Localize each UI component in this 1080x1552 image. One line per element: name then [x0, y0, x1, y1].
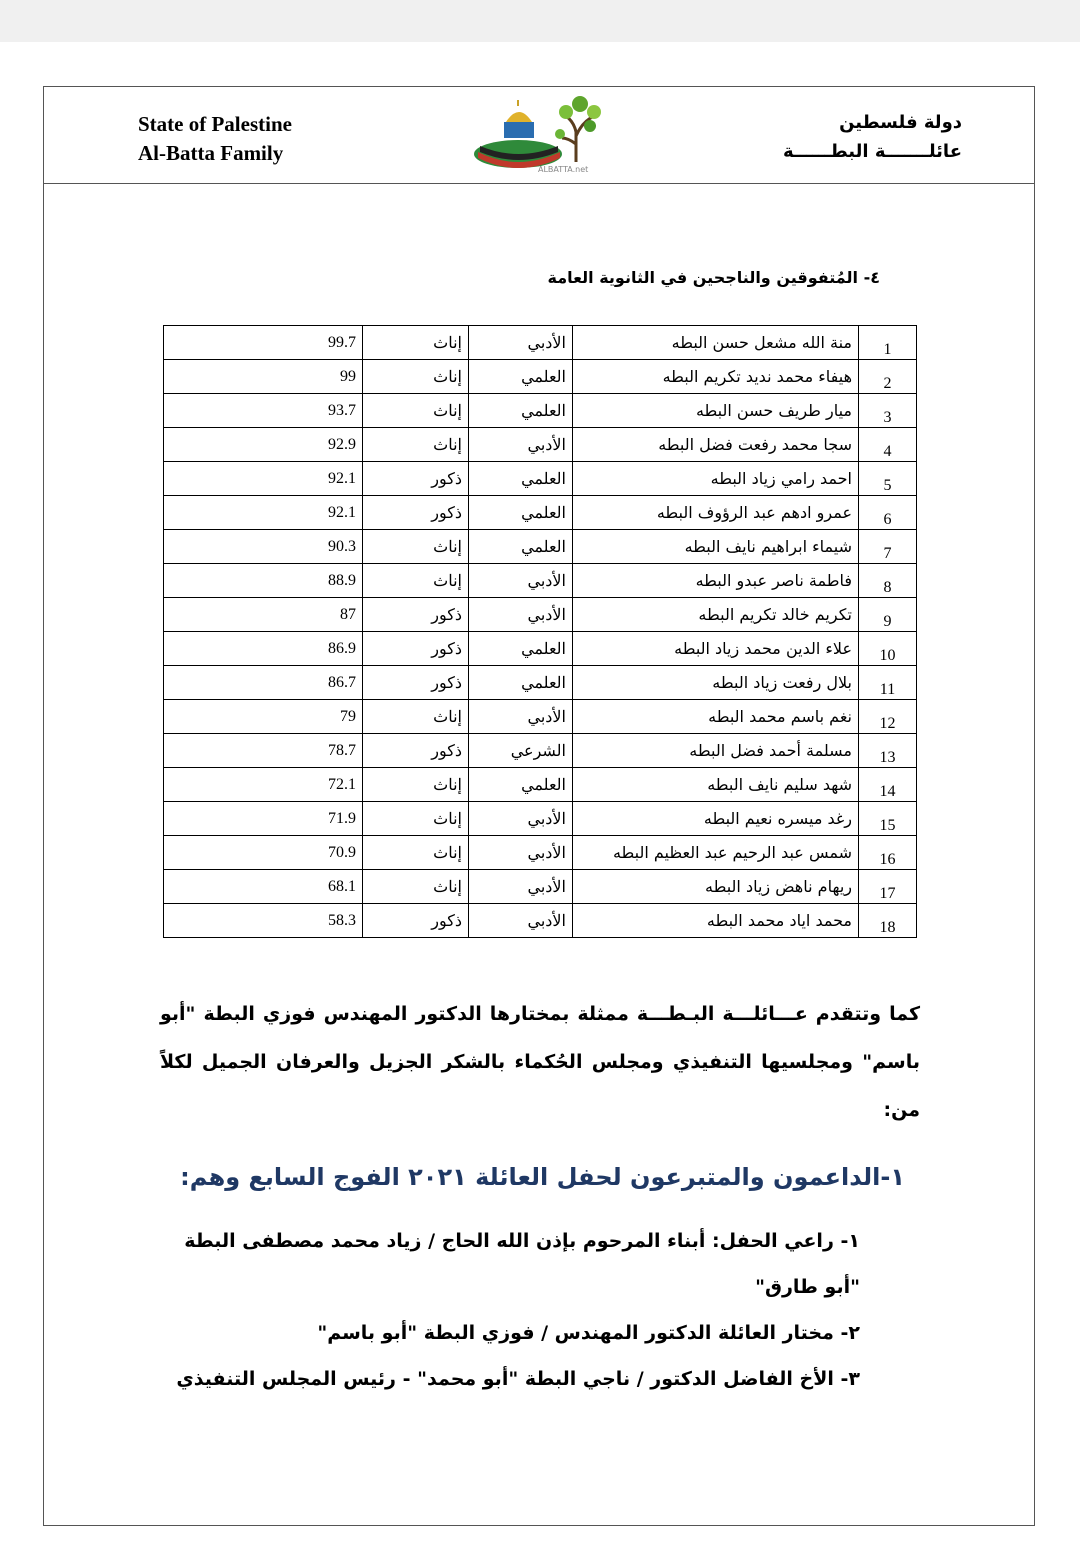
row-number: 7 — [859, 530, 917, 564]
student-branch: العلمي — [469, 666, 573, 700]
student-gender: ذكور — [363, 904, 469, 938]
row-number: 13 — [859, 734, 917, 768]
student-name: بلال رفعت زياد البطه — [573, 666, 859, 700]
student-gender: إناث — [363, 530, 469, 564]
student-score: 90.3 — [164, 530, 363, 564]
student-branch: الشرعي — [469, 734, 573, 768]
table-row — [164, 462, 917, 496]
student-name: سجا محمد رفعت فضل البطه — [573, 428, 859, 462]
student-gender: إناث — [363, 768, 469, 802]
student-branch: الأدبي — [469, 598, 573, 632]
row-number: 16 — [859, 836, 917, 870]
row-number: 3 — [859, 394, 917, 428]
table-row — [164, 870, 917, 904]
student-gender: إناث — [363, 802, 469, 836]
student-score: 70.9 — [164, 836, 363, 870]
student-name: ميار طريف حسن البطه — [573, 394, 859, 428]
table-row — [164, 768, 917, 802]
logo-text: ALBATTA.net — [538, 165, 589, 174]
row-number: 8 — [859, 564, 917, 598]
student-branch: العلمي — [469, 360, 573, 394]
student-gender: إناث — [363, 700, 469, 734]
student-name: علاء الدين محمد زياد البطه — [573, 632, 859, 666]
row-number: 1 — [859, 326, 917, 360]
student-name: شيماء ابراهيم نايف البطه — [573, 530, 859, 564]
student-gender: إناث — [363, 836, 469, 870]
student-gender: ذكور — [363, 734, 469, 768]
header-english — [138, 110, 292, 168]
row-number: 6 — [859, 496, 917, 530]
table-row — [164, 496, 917, 530]
table-row — [164, 904, 917, 938]
student-gender: ذكور — [363, 666, 469, 700]
student-branch: العلمي — [469, 496, 573, 530]
student-score: 99 — [164, 360, 363, 394]
student-branch: العلمي — [469, 768, 573, 802]
student-name: منة الله مشعل حسن البطه — [573, 326, 859, 360]
student-branch: الأدبي — [469, 326, 573, 360]
section-title: ٤- المُتفوقين والناجحين في الثانوية العامة — [547, 268, 880, 287]
student-score: 93.7 — [164, 394, 363, 428]
family-logo — [470, 92, 610, 176]
table-row — [164, 360, 917, 394]
student-name: فاطمة ناصر عبدو البطه — [573, 564, 859, 598]
student-branch: الأدبي — [469, 802, 573, 836]
student-branch: الأدبي — [469, 904, 573, 938]
student-score: 86.7 — [164, 666, 363, 700]
results-table-body — [164, 326, 917, 938]
student-branch: الأدبي — [469, 836, 573, 870]
row-number: 2 — [859, 360, 917, 394]
student-name: هيفاء محمد نديد تكريم البطه — [573, 360, 859, 394]
student-gender: إناث — [363, 564, 469, 598]
row-number: 11 — [859, 666, 917, 700]
student-branch: العلمي — [469, 530, 573, 564]
row-number: 9 — [859, 598, 917, 632]
header-arabic — [783, 108, 962, 166]
student-name: محمد اياد محمد البطه — [573, 904, 859, 938]
student-score: 71.9 — [164, 802, 363, 836]
student-branch: العلمي — [469, 632, 573, 666]
results-table — [163, 325, 917, 938]
supporters-list — [160, 1218, 860, 1402]
table-row — [164, 530, 917, 564]
student-score: 78.7 — [164, 734, 363, 768]
student-gender: ذكور — [363, 496, 469, 530]
row-number: 14 — [859, 768, 917, 802]
table-row — [164, 632, 917, 666]
student-branch: العلمي — [469, 462, 573, 496]
table-row — [164, 734, 917, 768]
row-number: 4 — [859, 428, 917, 462]
header-divider — [43, 183, 1035, 184]
student-score: 86.9 — [164, 632, 363, 666]
student-gender: إناث — [363, 360, 469, 394]
student-name: نغم باسم محمد البطه — [573, 700, 859, 734]
student-gender: إناث — [363, 428, 469, 462]
student-name: شهد سليم نايف البطه — [573, 768, 859, 802]
student-branch: العلمي — [469, 394, 573, 428]
student-name: مسلمة أحمد فضل البطه — [573, 734, 859, 768]
student-score: 79 — [164, 700, 363, 734]
student-gender: ذكور — [363, 632, 469, 666]
student-branch: الأدبي — [469, 428, 573, 462]
student-score: 92.9 — [164, 428, 363, 462]
table-row — [164, 428, 917, 462]
student-branch: الأدبي — [469, 700, 573, 734]
student-score: 88.9 — [164, 564, 363, 598]
row-number: 12 — [859, 700, 917, 734]
student-score: 68.1 — [164, 870, 363, 904]
table-row — [164, 802, 917, 836]
supporter-item: ٣- الأخ الفاضل الدكتور / ناجي البطة "أبو محمد" - رئيس المجلس التنفيذي — [176, 1368, 860, 1390]
student-score: 92.1 — [164, 462, 363, 496]
table-row — [164, 326, 917, 360]
student-name: احمد رامي زياد البطه — [573, 462, 859, 496]
student-score: 87 — [164, 598, 363, 632]
row-number: 18 — [859, 904, 917, 938]
table-row — [164, 564, 917, 598]
row-number: 5 — [859, 462, 917, 496]
student-score: 92.1 — [164, 496, 363, 530]
student-name: ريهام ناهض زياد البطه — [573, 870, 859, 904]
row-number: 17 — [859, 870, 917, 904]
supporter-item: ٢- مختار العائلة الدكتور المهندس / فوزي البطة "أبو باسم" — [317, 1322, 860, 1344]
student-score: 99.7 — [164, 326, 363, 360]
table-row — [164, 666, 917, 700]
student-score: 72.1 — [164, 768, 363, 802]
header-en-family: Al-Batta Family — [138, 141, 284, 165]
table-row — [164, 598, 917, 632]
student-score: 58.3 — [164, 904, 363, 938]
supporter-item: ١- راعي الحفل: أبناء المرحوم بإذن الله الحاج / زياد محمد مصطفى البطة "أبو طارق" — [184, 1230, 860, 1298]
thanks-paragraph: كما وتتقدم عـــائلـــة البـطـــة ممثلة بمختارها الدكتور المهندس فوزي البطة "أبو باسم" ومجلسيها التنفيذي ومجلس الحُكماء بالشكر الجزيل والعرفان الجميل لكلاً من: — [160, 1003, 920, 1121]
top-bar — [0, 0, 1080, 42]
student-name: تكريم خالد تكريم البطه — [573, 598, 859, 632]
header-ar-family: عائلـــــــة البطــــــة — [782, 141, 962, 162]
supporters-title: ١-الداعمون والمتبرعون لحفل العائلة ٢٠٢١ الفوج السابع وهم: — [180, 1163, 905, 1191]
student-gender: ذكور — [363, 462, 469, 496]
student-gender: إناث — [363, 870, 469, 904]
student-name: شمس عبد الرحيم عبد العظيم البطه — [573, 836, 859, 870]
student-branch: الأدبي — [469, 564, 573, 598]
student-branch: الأدبي — [469, 870, 573, 904]
header-ar-state: دولة فلسطين — [839, 112, 962, 133]
student-name: عمرو ادهم عبد الرؤوف البطه — [573, 496, 859, 530]
row-number: 10 — [859, 632, 917, 666]
table-row — [164, 836, 917, 870]
table-row — [164, 394, 917, 428]
header-en-state: State of Palestine — [138, 112, 292, 136]
student-gender: إناث — [363, 326, 469, 360]
student-gender: ذكور — [363, 598, 469, 632]
row-number: 15 — [859, 802, 917, 836]
student-name: رغد ميسره نعيم البطه — [573, 802, 859, 836]
student-gender: إناث — [363, 394, 469, 428]
table-row — [164, 700, 917, 734]
